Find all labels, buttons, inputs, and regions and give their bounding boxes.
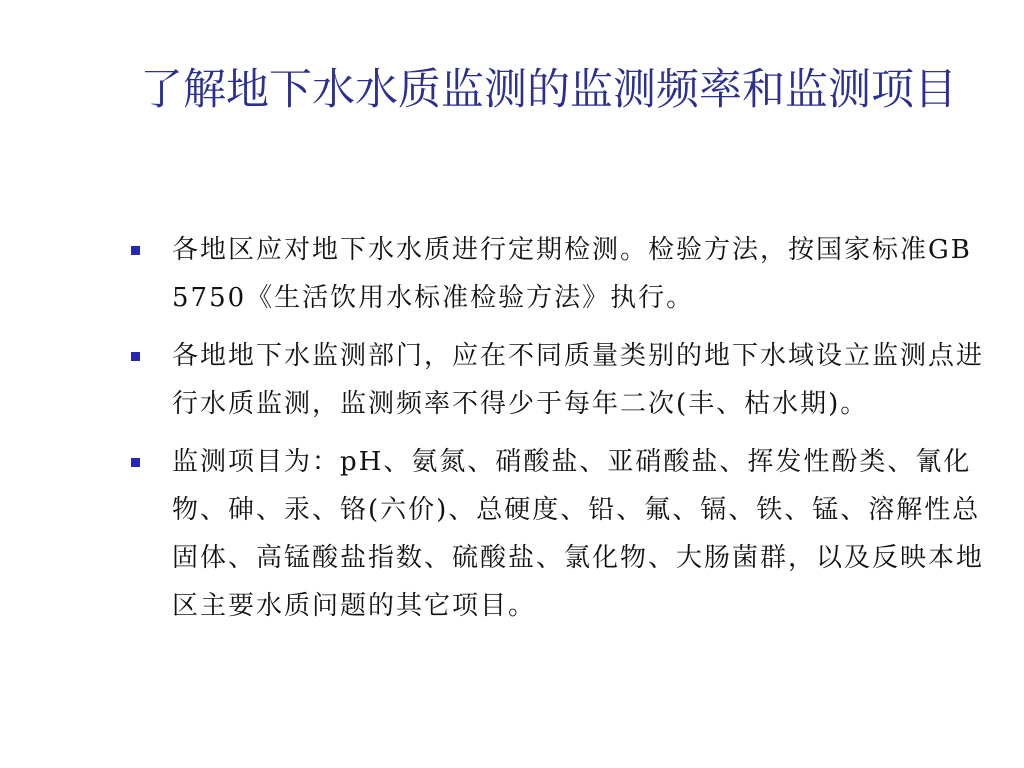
bullet-text: 各地区应对地下水水质进行定期检测。检验方法，按国家标准GB 5750《生活饮用水标准检验方法》执行。 <box>172 235 972 313</box>
bullet-text: 监测项目为：pH、氨氮、硝酸盐、亚硝酸盐、挥发性酚类、氰化物、砷、汞、铬(六价)、总硬度、铅、氟、镉、铁、锰、溶解性总固体、高锰酸盐指数、硫酸盐、氯化物、大肠菌群，以及反映本地区主要水质问题的其它项目。 <box>172 447 985 621</box>
bullet-text: 各地地下水监测部门，应在不同质量类别的地下水域设立监测点进行水质监测，监测频率不得少于每年二次(丰、枯水期)。 <box>172 341 985 419</box>
bullet-item-parameters <box>128 438 1000 630</box>
bullet-item-testing <box>128 226 1000 322</box>
square-bullet-icon <box>131 458 140 467</box>
bullet-item-frequency <box>128 332 1000 428</box>
square-bullet-icon <box>131 246 140 255</box>
slide-title: 了解地下水水质监测的监测频率和监测项目 <box>140 65 957 115</box>
square-bullet-icon <box>131 352 140 361</box>
bullet-list <box>128 226 1000 640</box>
